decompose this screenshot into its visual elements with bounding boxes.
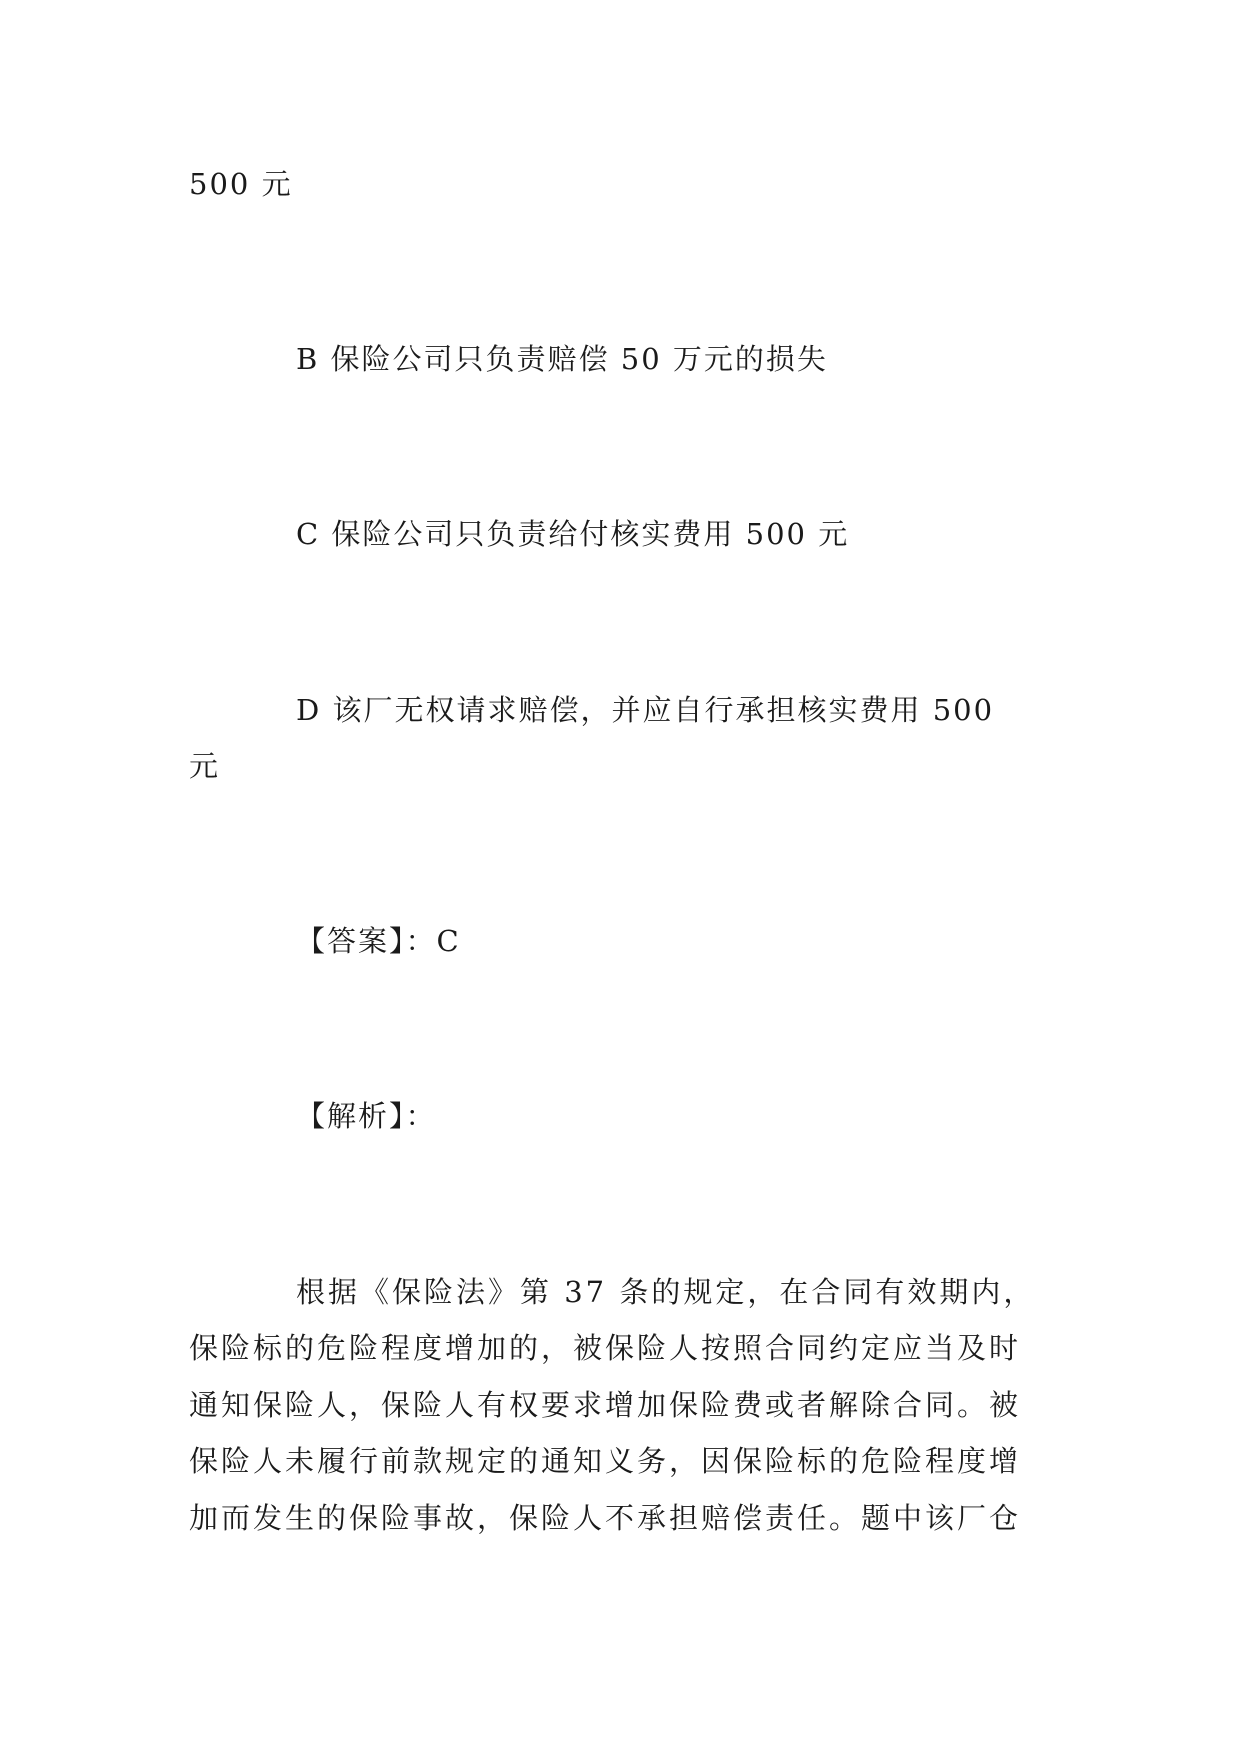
option-a-continuation: 500 元: [189, 167, 293, 201]
paragraph-line-4: 保险人未履行前款规定的通知义务，因保险标的危险程度增: [189, 1444, 1022, 1478]
option-d-line-2: 元: [189, 749, 221, 783]
paragraph-line-5: 加而发生的保险事故，保险人不承担赔偿责任。题中该厂仓: [189, 1501, 1022, 1535]
analysis-heading: 【解析】：: [296, 1099, 437, 1133]
paragraph-line-2: 保险标的危险程度增加的，被保险人按照合同约定应当及时: [189, 1331, 1022, 1365]
paragraph-line-3: 通知保险人，保险人有权要求增加保险费或者解除合同。被: [189, 1388, 1022, 1422]
option-d-line-1: D 该厂无权请求赔偿，并应自行承担核实费用 500: [296, 693, 995, 727]
option-c: C 保险公司只负责给付核实费用 500 元: [296, 517, 850, 551]
paragraph-line-1: 根据《保险法》第 37 条的规定，在合同有效期内，: [296, 1275, 1036, 1309]
answer-line: 【答案】：C: [296, 924, 461, 958]
option-b: B 保险公司只负责赔偿 50 万元的损失: [296, 342, 828, 376]
